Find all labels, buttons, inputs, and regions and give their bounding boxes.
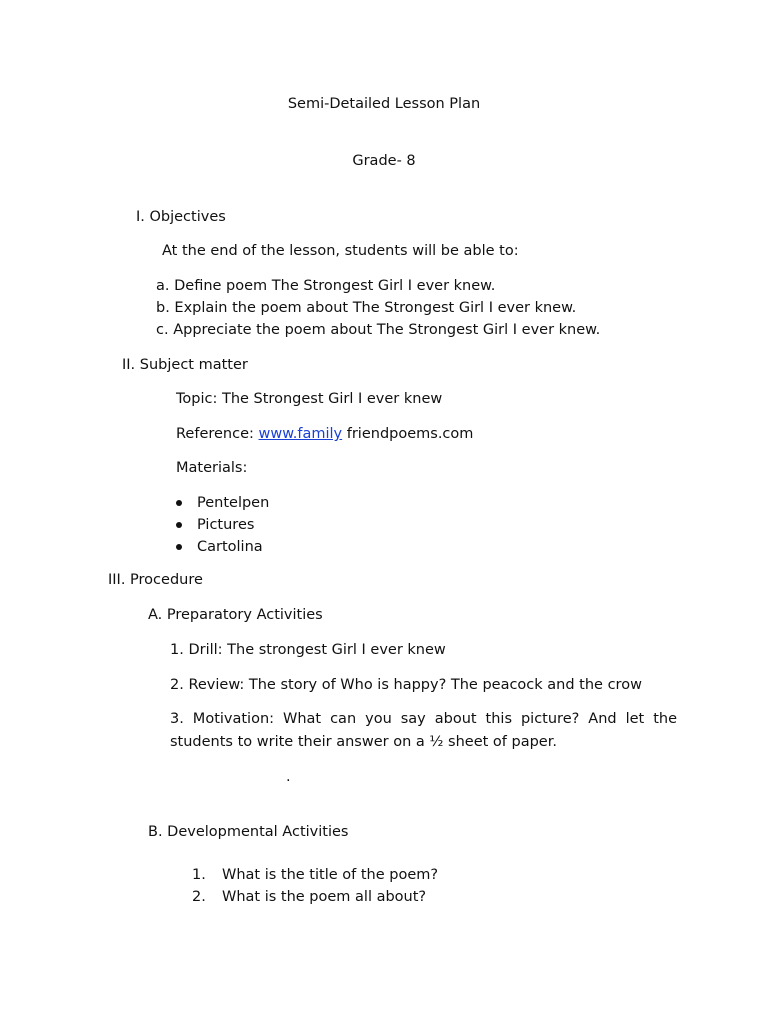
material-item-pictures: Pictures <box>197 517 255 533</box>
review-line: 2. Review: The story of Who is happy? The peacock and the crow <box>170 677 642 693</box>
dev-item-2-number: 2. <box>192 889 206 905</box>
reference-link[interactable]: www.family <box>258 426 343 442</box>
procedure-heading: III. Procedure <box>108 572 203 588</box>
preparatory-heading: A. Preparatory Activities <box>148 607 323 623</box>
objectives-intro: At the end of the lesson, students will be able to: <box>162 243 519 259</box>
objectives-heading: I. Objectives <box>136 209 226 225</box>
reference-rest: friendpoems.com <box>346 426 474 442</box>
topic-line: Topic: The Strongest Girl I ever knew <box>176 391 443 407</box>
drill-line: 1. Drill: The strongest Girl I ever knew <box>170 642 446 658</box>
dev-item-2-text: What is the poem all about? <box>222 889 427 905</box>
dev-item-1-number: 1. <box>192 867 206 883</box>
materials-label: Materials: <box>176 460 248 476</box>
grade-label: Grade- 8 <box>352 153 416 169</box>
dev-item-1-text: What is the title of the poem? <box>222 867 439 883</box>
material-item-cartolina: Cartolina <box>197 539 263 555</box>
developmental-heading: B. Developmental Activities <box>148 824 349 840</box>
reference-line <box>176 425 473 443</box>
bullet-icon <box>176 544 182 550</box>
bullet-icon <box>176 500 182 506</box>
objective-item-b: b. Explain the poem about The Strongest Girl I ever knew. <box>156 300 577 316</box>
motivation-line-1: 3. Motivation: What can you say about this picture? And let the <box>170 711 677 727</box>
objective-item-c: c. Appreciate the poem about The Strongest Girl I ever knew. <box>156 322 601 338</box>
subject-heading: II. Subject matter <box>122 357 248 373</box>
stray-dot: . <box>286 769 291 785</box>
motivation-line-2: students to write their answer on a ½ sheet of paper. <box>170 734 557 750</box>
objective-item-a: a. Define poem The Strongest Girl I ever knew. <box>156 278 496 294</box>
reference-label: Reference: <box>176 426 254 442</box>
bullet-icon <box>176 522 182 528</box>
material-item-pentelpen: Pentelpen <box>197 495 270 511</box>
document-title: Semi-Detailed Lesson Plan <box>287 96 481 112</box>
